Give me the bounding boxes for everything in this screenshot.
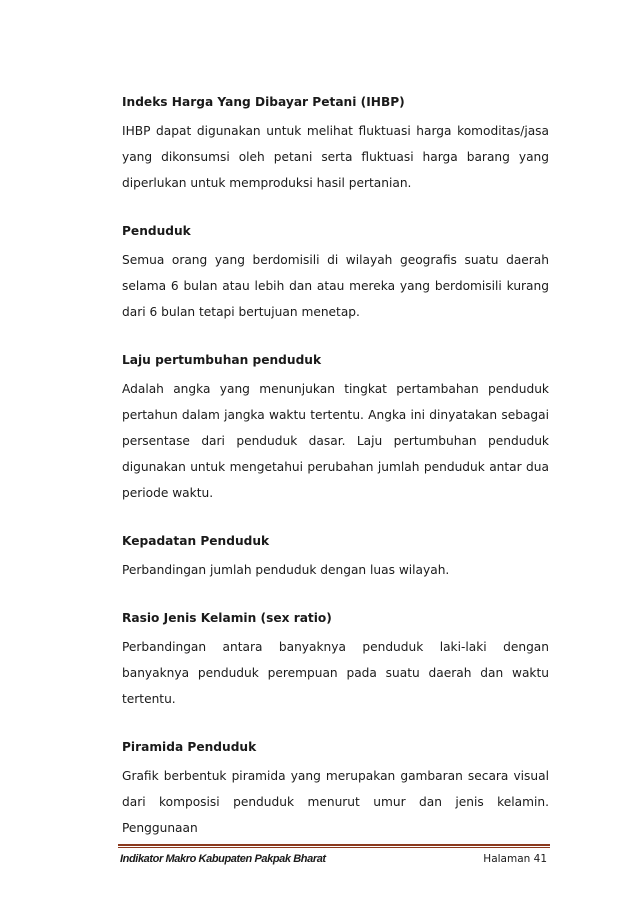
page-number: Halaman 41 <box>483 853 547 865</box>
section-heading: Penduduk <box>122 224 191 238</box>
footer-title: Indikator Makro Kabupaten Pakpak Bharat <box>120 853 326 865</box>
section-laju-pertumbuhan <box>122 351 549 506</box>
section-sex-ratio <box>122 609 549 712</box>
section-paragraph: Perbandingan antara banyaknya penduduk laki-laki dengan banyaknya penduduk perempuan pada suatu daerah dan waktu tertentu. <box>122 640 549 706</box>
footer-divider <box>118 844 550 846</box>
section-kepadatan <box>122 532 549 583</box>
section-heading: Kepadatan Penduduk <box>122 534 270 548</box>
section-piramida <box>122 738 549 841</box>
section-ihbp <box>122 93 549 196</box>
section-paragraph: Semua orang yang berdomisili di wilayah geografis suatu daerah selama 6 bulan atau lebih dan atau mereka yang berdomisili kurang dari 6 bulan tetapi bertujuan menetap. <box>122 253 549 319</box>
section-heading: Rasio Jenis Kelamin (sex ratio) <box>122 611 332 625</box>
section-paragraph: IHBP dapat digunakan untuk melihat fluktuasi harga komoditas/jasa yang dikonsumsi oleh petani serta fluktuasi harga barang yang diperlukan untuk memproduksi hasil pertanian. <box>122 124 549 190</box>
section-heading: Indeks Harga Yang Dibayar Petani (IHBP) <box>122 95 405 109</box>
section-penduduk <box>122 222 549 325</box>
section-heading: Laju pertumbuhan penduduk <box>122 353 322 367</box>
section-paragraph: Adalah angka yang menunjukan tingkat pertambahan penduduk pertahun dalam jangka waktu tertentu. Angka ini dinyatakan sebagai persentase dari penduduk dasar. Laju pertumbuhan penduduk digunakan untuk mengetahui perubahan jumlah penduduk antar dua periode waktu. <box>122 382 549 500</box>
section-paragraph: Perbandingan jumlah penduduk dengan luas wilayah. <box>122 563 450 577</box>
footer-divider-thin <box>118 847 550 848</box>
section-heading: Piramida Penduduk <box>122 740 257 754</box>
document-body <box>122 93 549 867</box>
section-paragraph: Grafik berbentuk piramida yang merupakan gambaran secara visual dari komposisi penduduk menurut umur dan jenis kelamin. Penggunaan <box>122 769 549 835</box>
